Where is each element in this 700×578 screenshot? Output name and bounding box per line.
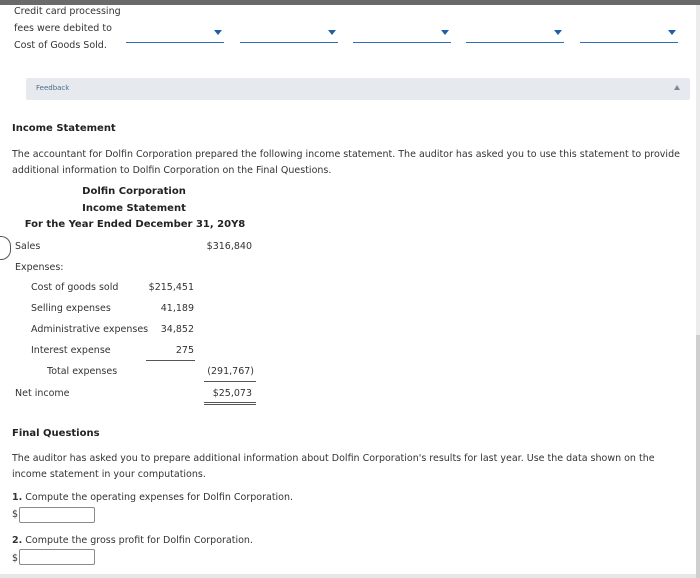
feedback-toggle[interactable] [26, 78, 690, 100]
sales-label: Sales [15, 241, 41, 252]
expense-value-cogs: $215,451 [148, 282, 194, 293]
expense-value-selling: 41,189 [160, 303, 194, 314]
statement-title: Income Statement [82, 203, 186, 214]
question-2 [12, 535, 253, 546]
page-bottom-edge [0, 574, 696, 578]
total-expenses-value: (291,767) [207, 366, 254, 377]
question-label: Credit card processing fees were debited to Cost of Goods Sold. [14, 6, 121, 51]
answer-dropdown-5[interactable] [580, 26, 678, 43]
expense-label-interest: Interest expense [31, 345, 111, 356]
chevron-down-icon [668, 30, 676, 35]
total-underline [204, 381, 256, 382]
answer-dropdown-4[interactable] [466, 26, 564, 43]
expense-value-admin: 34,852 [160, 324, 194, 335]
final-questions-intro: The auditor has asked you to prepare additional information about Dolfin Corporation's results for last year. Use the data shown on the income statement in your computations. [12, 453, 655, 480]
question-2-currency: $ [12, 553, 19, 564]
answer-dropdown-1[interactable] [126, 26, 224, 43]
answer-dropdown-3[interactable] [353, 26, 451, 43]
gross-profit-input[interactable] [19, 549, 95, 565]
chevron-down-icon [214, 30, 222, 35]
question-2-number: 2. [12, 535, 23, 546]
expenses-label: Expenses: [15, 262, 64, 273]
feedback-label: Feedback [36, 84, 70, 92]
row-marker [0, 236, 11, 260]
statement-period: For the Year Ended December 31, 20Y8 [24, 219, 246, 230]
expense-label-admin: Administrative expenses [31, 324, 149, 335]
question-1-text: Compute the operating expenses for Dolfin Corporation. [25, 492, 294, 503]
expense-value-interest: 275 [175, 345, 194, 356]
subtotal-underline [146, 360, 195, 361]
net-income-double-underline-2 [204, 404, 256, 405]
net-income-value: $25,073 [212, 388, 252, 399]
net-income-double-underline-1 [204, 402, 256, 403]
answer-dropdown-2[interactable] [240, 26, 338, 43]
sales-value: $316,840 [206, 241, 252, 252]
question-2-text: Compute the gross profit for Dolfin Corporation. [25, 535, 253, 546]
question-1-currency: $ [12, 509, 19, 520]
scrollbar-thumb[interactable] [696, 335, 700, 578]
question-1 [12, 492, 293, 503]
income-statement-heading: Income Statement [12, 123, 116, 134]
operating-expenses-input[interactable] [19, 507, 95, 523]
chevron-down-icon [441, 30, 449, 35]
total-expenses-label: Total expenses [47, 366, 118, 377]
chevron-up-icon [674, 85, 680, 90]
expense-label-cogs: Cost of goods sold [31, 282, 119, 293]
chevron-down-icon [554, 30, 562, 35]
net-income-label: Net income [15, 388, 70, 399]
statement-company: Dolfin Corporation [82, 186, 186, 197]
final-questions-heading: Final Questions [12, 428, 100, 439]
chevron-down-icon [328, 30, 336, 35]
question-1-number: 1. [12, 492, 23, 503]
intro-text: The accountant for Dolfin Corporation prepared the following income statement. The auditor has asked you to use this statement to provide additional information to Dolfin Corporation on the Final Questions. [12, 149, 680, 176]
expense-label-selling: Selling expenses [31, 303, 111, 314]
